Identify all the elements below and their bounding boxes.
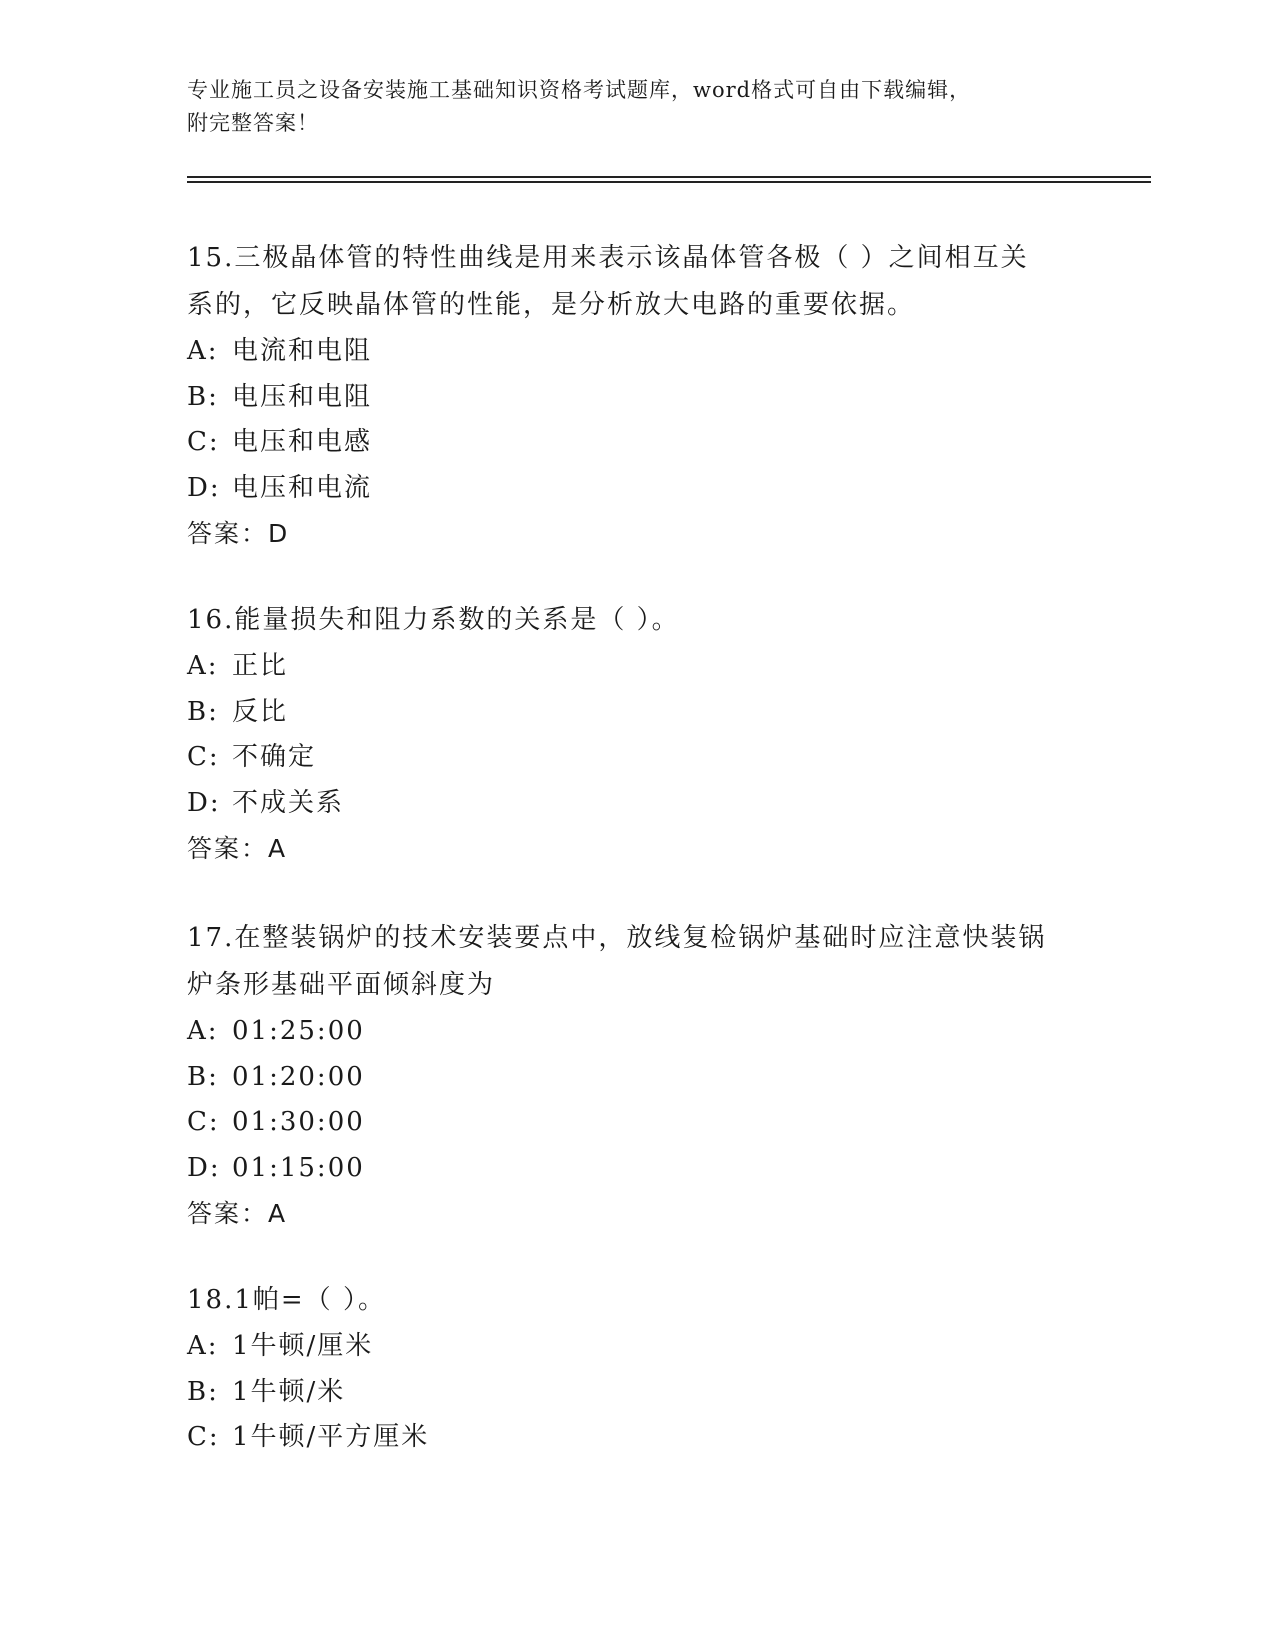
option-d (187, 466, 1087, 512)
option-text: 电流和电阻 (232, 336, 373, 366)
option-letter: A: (187, 1331, 219, 1361)
option-a (187, 329, 1087, 375)
question-stem-line: 15.三极晶体管的特性曲线是用来表示该晶体管各极（ ）之间相互关 (187, 243, 1029, 273)
answer-line: 答案：A (187, 1199, 288, 1228)
option-letter: B: (187, 1061, 219, 1092)
option-text: 不成关系 (232, 787, 345, 818)
option-b (187, 1370, 1087, 1416)
answer-line: 答案：A (187, 834, 288, 863)
question-stem-line: 炉条形基础平面倾斜度为 (187, 970, 496, 1000)
option-text: 01:30:00 (232, 1107, 365, 1137)
option-letter: B: (187, 1376, 219, 1407)
option-d (187, 781, 1087, 827)
option-text: 01:25:00 (232, 1016, 365, 1046)
question-18 (187, 1277, 1087, 1461)
header-line-1: 专业施工员之设备安装施工基础知识资格考试题库，word格式可自由下载编辑， (187, 78, 972, 102)
option-text: 电压和电阻 (232, 381, 373, 412)
option-letter: D: (187, 787, 221, 818)
option-text: 01:15:00 (232, 1152, 365, 1183)
answer-line: 答案：D (187, 519, 290, 548)
option-text: 正比 (232, 651, 289, 681)
option-text: 反比 (232, 696, 289, 727)
header-divider-bottom (187, 181, 1151, 183)
question-stem-line: 18.1帕=（ ）。 (187, 1285, 386, 1315)
option-letter: D: (187, 472, 221, 503)
option-letter: C: (187, 427, 220, 457)
question-15 (187, 235, 1087, 557)
option-a (187, 1009, 1087, 1055)
option-text: 1牛顿/米 (232, 1376, 346, 1407)
option-d (187, 1146, 1087, 1192)
header-divider-top (187, 176, 1151, 178)
option-c (187, 420, 1087, 466)
option-c (187, 1415, 1087, 1461)
option-text: 1牛顿/平方厘米 (232, 1422, 430, 1452)
option-letter: B: (187, 696, 219, 727)
option-letter: A: (187, 1016, 219, 1046)
question-stem-line: 17.在整装锅炉的技术安装要点中，放线复检锅炉基础时应注意快装锅 (187, 923, 1047, 953)
option-text: 01:20:00 (232, 1061, 365, 1092)
option-b (187, 1055, 1087, 1101)
header-line-2: 附完整答案！ (187, 111, 319, 135)
option-letter: C: (187, 1107, 220, 1137)
option-c (187, 735, 1087, 781)
option-letter: A: (187, 651, 219, 681)
question-17 (187, 915, 1087, 1237)
question-16 (187, 597, 1087, 872)
document-header (187, 74, 1087, 140)
question-stem-line: 16.能量损失和阻力系数的关系是（ ）。 (187, 605, 680, 635)
option-letter: D: (187, 1152, 221, 1183)
option-b (187, 375, 1087, 421)
question-stem-line: 系的，它反映晶体管的性能，是分析放大电路的重要依据。 (187, 290, 916, 320)
option-letter: C: (187, 1422, 220, 1452)
option-letter: C: (187, 742, 220, 772)
option-a (187, 1324, 1087, 1370)
option-c (187, 1100, 1087, 1146)
option-b (187, 690, 1087, 736)
option-text: 1牛顿/厘米 (232, 1331, 374, 1361)
option-a (187, 644, 1087, 690)
option-text: 电压和电感 (232, 427, 373, 457)
option-letter: A: (187, 336, 219, 366)
option-letter: B: (187, 381, 219, 412)
option-text: 不确定 (232, 742, 317, 772)
option-text: 电压和电流 (232, 472, 373, 503)
